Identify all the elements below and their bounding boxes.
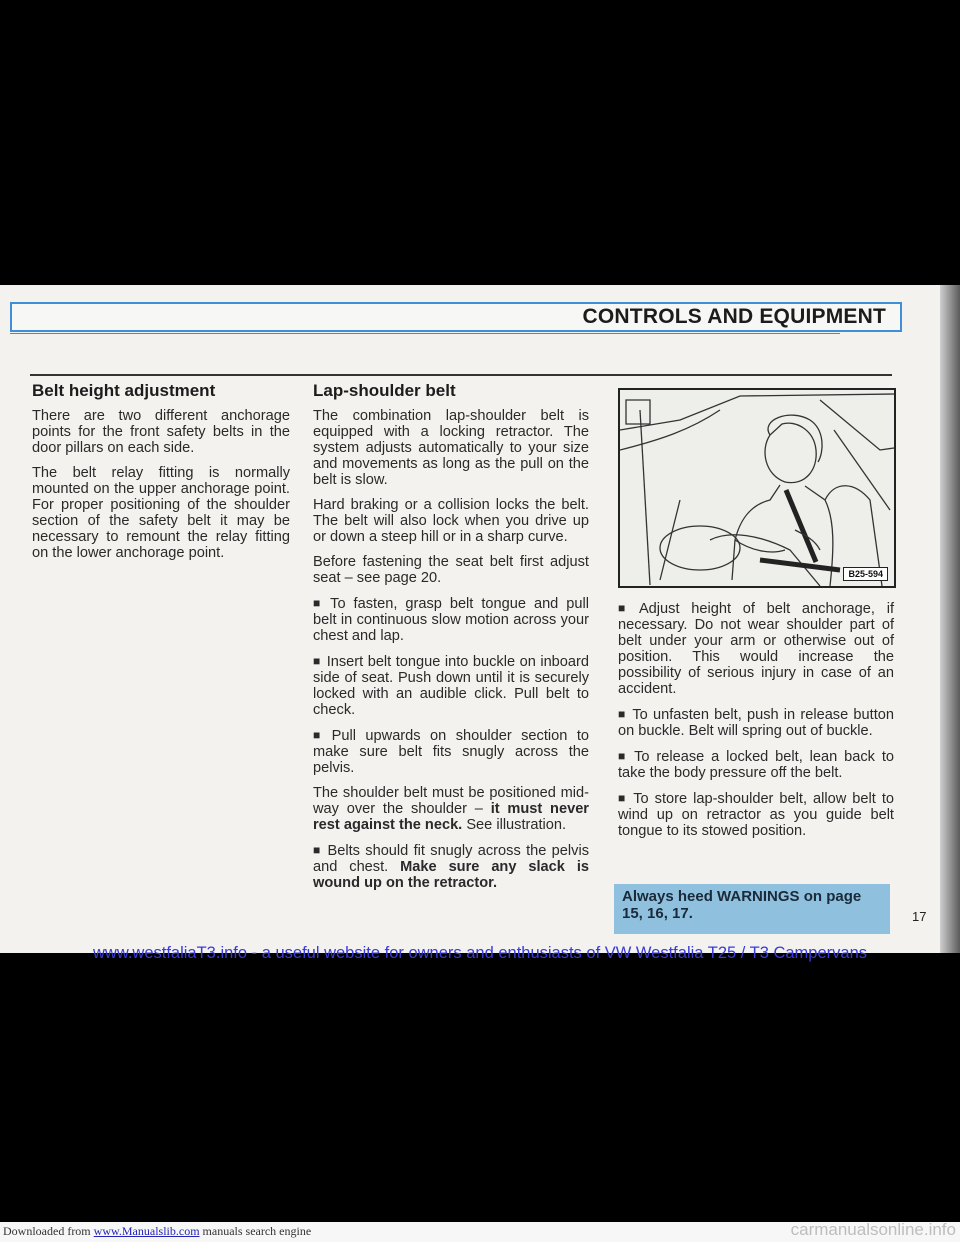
illustration-drawing: [620, 390, 894, 586]
bullet-text: To unfasten belt, push in release button on buckle. Belt will spring out of buckle.: [618, 707, 894, 739]
bullet-text: To release a locked belt, lean back to take the body pressure off the belt.: [618, 749, 894, 781]
header-underline: [10, 333, 840, 334]
scan-border-top: [0, 0, 960, 285]
paragraph: Before fastening the seat belt first adjust seat – see page 20.: [313, 554, 589, 586]
paragraph: [313, 785, 589, 833]
belt-height-heading: Belt height adjustment: [32, 381, 216, 400]
website-watermark: www.westfaliaT3.info - a useful website for owners and enthusiasts of VW Westfalia T25 / T3 Campervans: [92, 944, 868, 962]
manual-page: [0, 285, 948, 953]
bullet-icon: ■: [618, 791, 628, 805]
source-watermark: carmanualsonline.info: [790, 1220, 956, 1239]
bullet-icon: ■: [313, 843, 322, 857]
bullet-text: Insert belt tongue into buckle on inboard side of seat. Push down until it is securely locked with an audible click. Pull belt to check.: [313, 654, 590, 718]
bullet-item: [313, 727, 589, 776]
belt-height-section: [32, 383, 290, 570]
paragraph: There are two different anchorage points for the front safety belts in the door pillars on each side.: [32, 408, 290, 456]
bullet-icon: ■: [618, 749, 629, 763]
paragraph: The combination lap-shoulder belt is equipped with a locking retractor. The system adjusts automatically to your size and movements as long as the pull on the belt is slow.: [313, 408, 589, 488]
text: The shoulder belt must be positioned mid-way over the shoulder –: [313, 785, 589, 817]
bullet-item: [313, 653, 589, 718]
bullet-item: [618, 748, 894, 781]
bullet-icon: ■: [618, 601, 633, 615]
bullet-item: [618, 600, 894, 697]
lap-shoulder-section: [313, 383, 589, 900]
page-edge-shadow: [940, 285, 960, 953]
bullet-icon: ■: [618, 707, 627, 721]
download-notice: [3, 1224, 311, 1239]
manualslib-link[interactable]: www.Manualslib.com: [93, 1224, 200, 1238]
bullet-icon: ■: [313, 728, 326, 742]
bullet-icon: ■: [313, 654, 321, 668]
emphasis-text: Make sure any slack is wound up on the retractor.: [313, 859, 589, 891]
download-footer: [0, 1222, 960, 1242]
bullet-text: Pull upwards on shoulder section to make sure belt fits snugly across the pelvis.: [313, 728, 589, 776]
figure-code-label: B25-594: [843, 567, 888, 581]
page-number: 17: [912, 909, 927, 924]
warning-text: Always heed WARNINGS on page 15, 16, 17.: [622, 888, 862, 922]
bullet-item: [313, 842, 589, 891]
bullet-icon: ■: [313, 596, 325, 610]
bullet-item: [618, 790, 894, 839]
bullet-text: To store lap-shoulder belt, allow belt to wind up on retractor as you guide belt tongue to its stowed position.: [618, 791, 895, 839]
section-title: CONTROLS AND EQUIPMENT: [582, 305, 886, 328]
section-header: [10, 302, 902, 332]
bullet-item: [618, 706, 894, 739]
lap-shoulder-heading: Lap-shoulder belt: [313, 381, 456, 400]
download-suffix: manuals search engine: [202, 1224, 312, 1238]
emphasis-text: it must never rest against the neck.: [313, 801, 589, 833]
download-prefix: Downloaded from: [3, 1224, 91, 1238]
divider: [30, 374, 892, 376]
bullet-text: To fasten, grasp belt tongue and pull belt in continuous slow motion across your chest and lap.: [313, 596, 589, 644]
paragraph: The belt relay fitting is normally mounted on the upper anchorage point. For proper positioning of the shoulder section of the safety belt it may be necessary to remount the relay fitting on the lower anchorage point.: [32, 465, 290, 561]
seatbelt-illustration: [618, 388, 896, 588]
bullet-text: Belts should fit snugly across the pelvis and chest.: [313, 843, 589, 875]
belt-instructions-section: [618, 600, 894, 848]
paragraph: Hard braking or a collision locks the belt. The belt will also lock when you drive up or down a steep hill or in a sharp curve.: [313, 497, 589, 545]
bullet-text: Adjust height of belt anchorage, if necessary. Do not wear shoulder part of belt under your arm or otherwise out of position. This would increase the possibility of serious injury in case of an accident.: [618, 601, 894, 697]
warning-box: [614, 884, 890, 934]
bullet-item: [313, 595, 589, 644]
text: See illustration.: [466, 817, 567, 833]
